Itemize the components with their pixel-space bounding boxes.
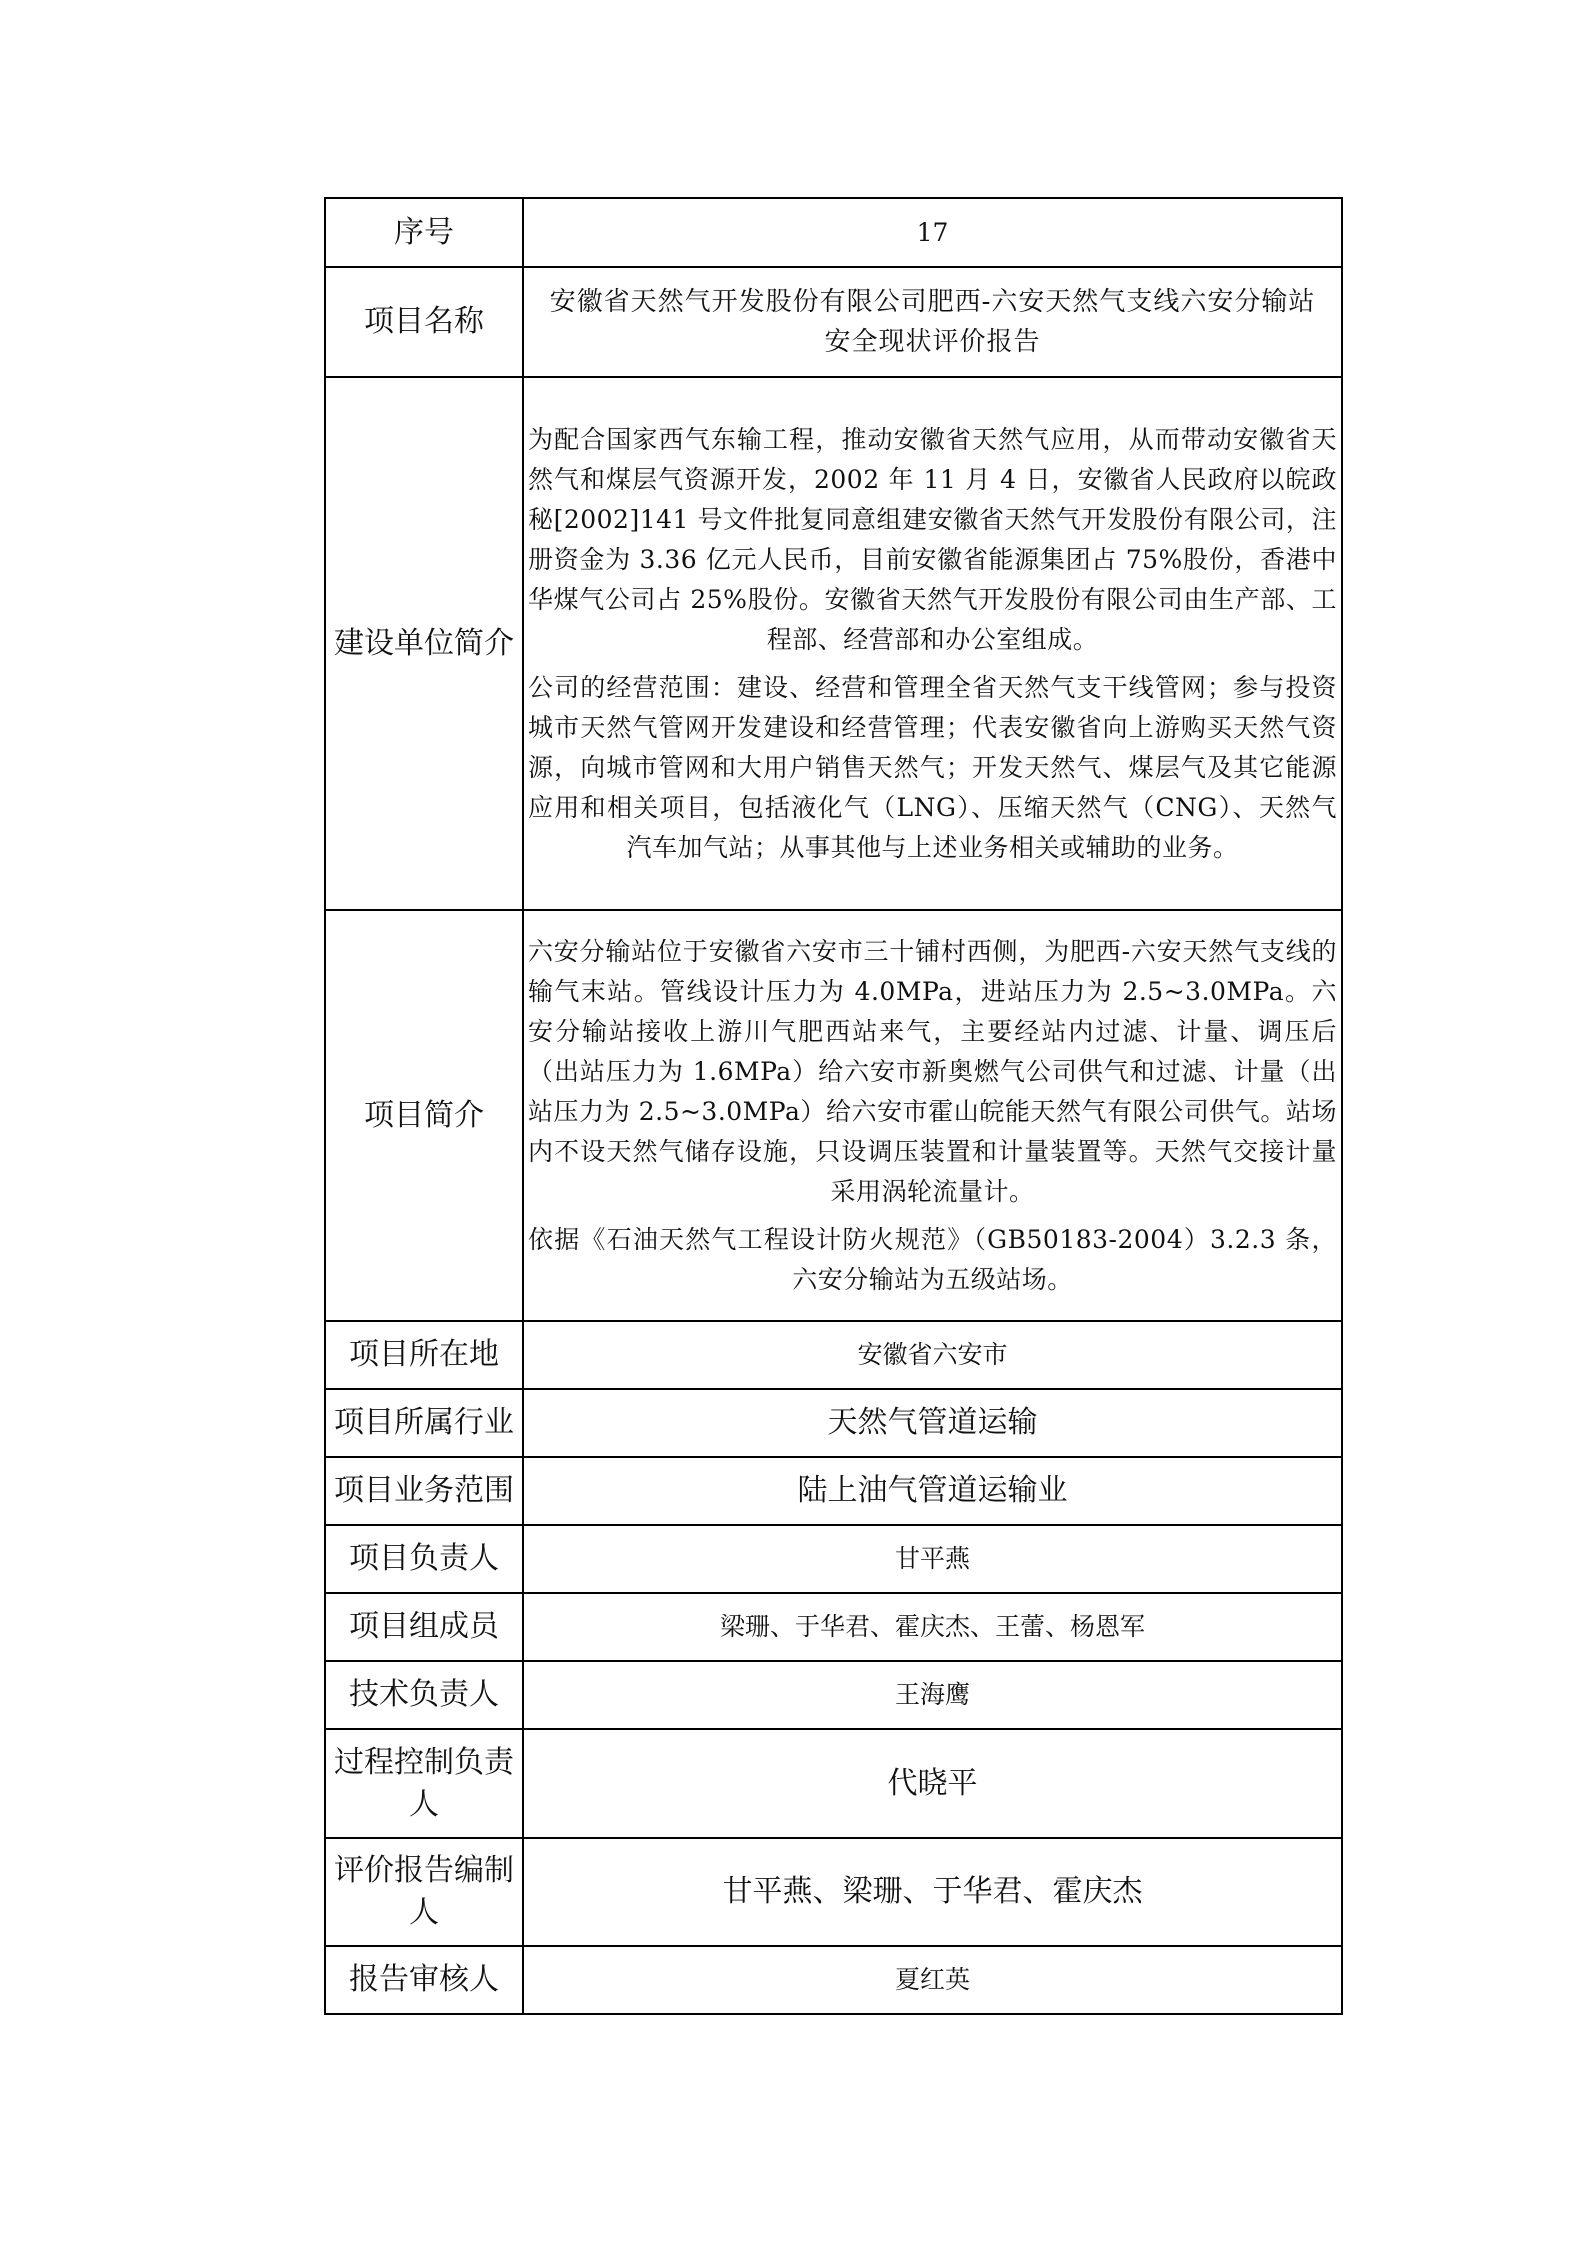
row-serial xyxy=(325,198,1342,267)
industry-label: 项目所属行业 xyxy=(325,1389,523,1457)
tech-leader-label: 技术负责人 xyxy=(325,1661,523,1729)
project-intro-paragraph-1: 六安分输站位于安徽省六安市三十铺村西侧，为肥西-六安天然气支线的输气末站。管线设计压力为 4.0MPa，进站压力为 2.5~3.0MPa。六安分输站接收上游川气肥西站来气，主要经站内过滤、计量、调压后（出站压力为 1.6MPa）给六安市新奥燃气公司供气和过滤、计量（出站压力为 2.5~3.0MPa）给六安市霍山皖能天然气有限公司供气。站场内不设天然气储存设施，只设调压装置和计量装置等。天然气交接计量采用涡轮流量计。 xyxy=(528,936,1337,1206)
row-project-leader xyxy=(325,1525,1342,1593)
row-business-scope xyxy=(325,1457,1342,1525)
row-project-intro xyxy=(325,910,1342,1321)
business-scope-label: 项目业务范围 xyxy=(325,1457,523,1525)
row-report-editors xyxy=(325,1838,1342,1946)
project-intro-label: 项目简介 xyxy=(325,910,523,1321)
location-value: 安徽省六安市 xyxy=(523,1321,1342,1389)
project-name-value xyxy=(523,267,1342,377)
report-editors-label: 评价报告编制人 xyxy=(325,1838,523,1946)
project-intro-paragraph-2: 依据《石油天然气工程设计防火规范》（GB50183-2004）3.2.3 条，六安分输站为五级站场。 xyxy=(528,1224,1337,1294)
row-members xyxy=(325,1593,1342,1661)
report-editors-value: 甘平燕、梁珊、于华君、霍庆杰 xyxy=(523,1838,1342,1946)
project-name-line-1: 安徽省天然气开发股份有限公司肥西-六安天然气支线六安分输站 xyxy=(549,287,1316,317)
row-tech-leader xyxy=(325,1661,1342,1729)
project-leader-label: 项目负责人 xyxy=(325,1525,523,1593)
row-project-name xyxy=(325,267,1342,377)
members-label: 项目组成员 xyxy=(325,1593,523,1661)
location-label: 项目所在地 xyxy=(325,1321,523,1389)
project-name-line-2: 安全现状评价报告 xyxy=(824,327,1041,357)
reviewer-value: 夏红英 xyxy=(523,1946,1342,2014)
project-leader-value: 甘平燕 xyxy=(523,1525,1342,1593)
builder-intro-paragraph-1: 为配合国家西气东输工程，推动安徽省天然气应用，从而带动安徽省天然气和煤层气资源开发，2002 年 11 月 4 日，安徽省人民政府以皖政秘[2002]141 号文件批复同意组建安徽省天然气开发股份有限公司，注册资金为 3.36 亿元人民币，目前安徽省能源集团占 75%股份，香港中华煤气公司占 25%股份。安徽省天然气开发股份有限公司由生产部、工程部、经营部和办公室组成。 xyxy=(528,424,1337,654)
builder-intro-paragraph-2: 公司的经营范围：建设、经营和管理全省天然气支干线管网；参与投资城市天然气管网开发建设和经营管理；代表安徽省向上游购买天然气资源，向城市管网和大用户销售天然气；开发天然气、煤层气及其它能源应用和相关项目，包括液化气（LNG）、压缩天然气（CNG）、天然气汽车加气站；从事其他与上述业务相关或辅助的业务。 xyxy=(528,672,1337,862)
row-process-control xyxy=(325,1729,1342,1838)
project-name-label: 项目名称 xyxy=(325,267,523,377)
builder-intro-value xyxy=(523,377,1342,910)
industry-value: 天然气管道运输 xyxy=(523,1389,1342,1457)
serial-value: 17 xyxy=(523,198,1342,267)
tech-leader-value: 王海鹰 xyxy=(523,1661,1342,1729)
serial-label: 序号 xyxy=(325,198,523,267)
row-location xyxy=(325,1321,1342,1389)
members-value: 梁珊、于华君、霍庆杰、王蕾、杨恩军 xyxy=(523,1593,1342,1661)
row-builder-intro xyxy=(325,377,1342,910)
builder-intro-label: 建设单位简介 xyxy=(325,377,523,910)
project-info-table xyxy=(324,197,1343,2015)
process-control-label: 过程控制负责人 xyxy=(325,1729,523,1838)
project-intro-value xyxy=(523,910,1342,1321)
process-control-value: 代晓平 xyxy=(523,1729,1342,1838)
business-scope-value: 陆上油气管道运输业 xyxy=(523,1457,1342,1525)
row-reviewer xyxy=(325,1946,1342,2014)
row-industry xyxy=(325,1389,1342,1457)
reviewer-label: 报告审核人 xyxy=(325,1946,523,2014)
